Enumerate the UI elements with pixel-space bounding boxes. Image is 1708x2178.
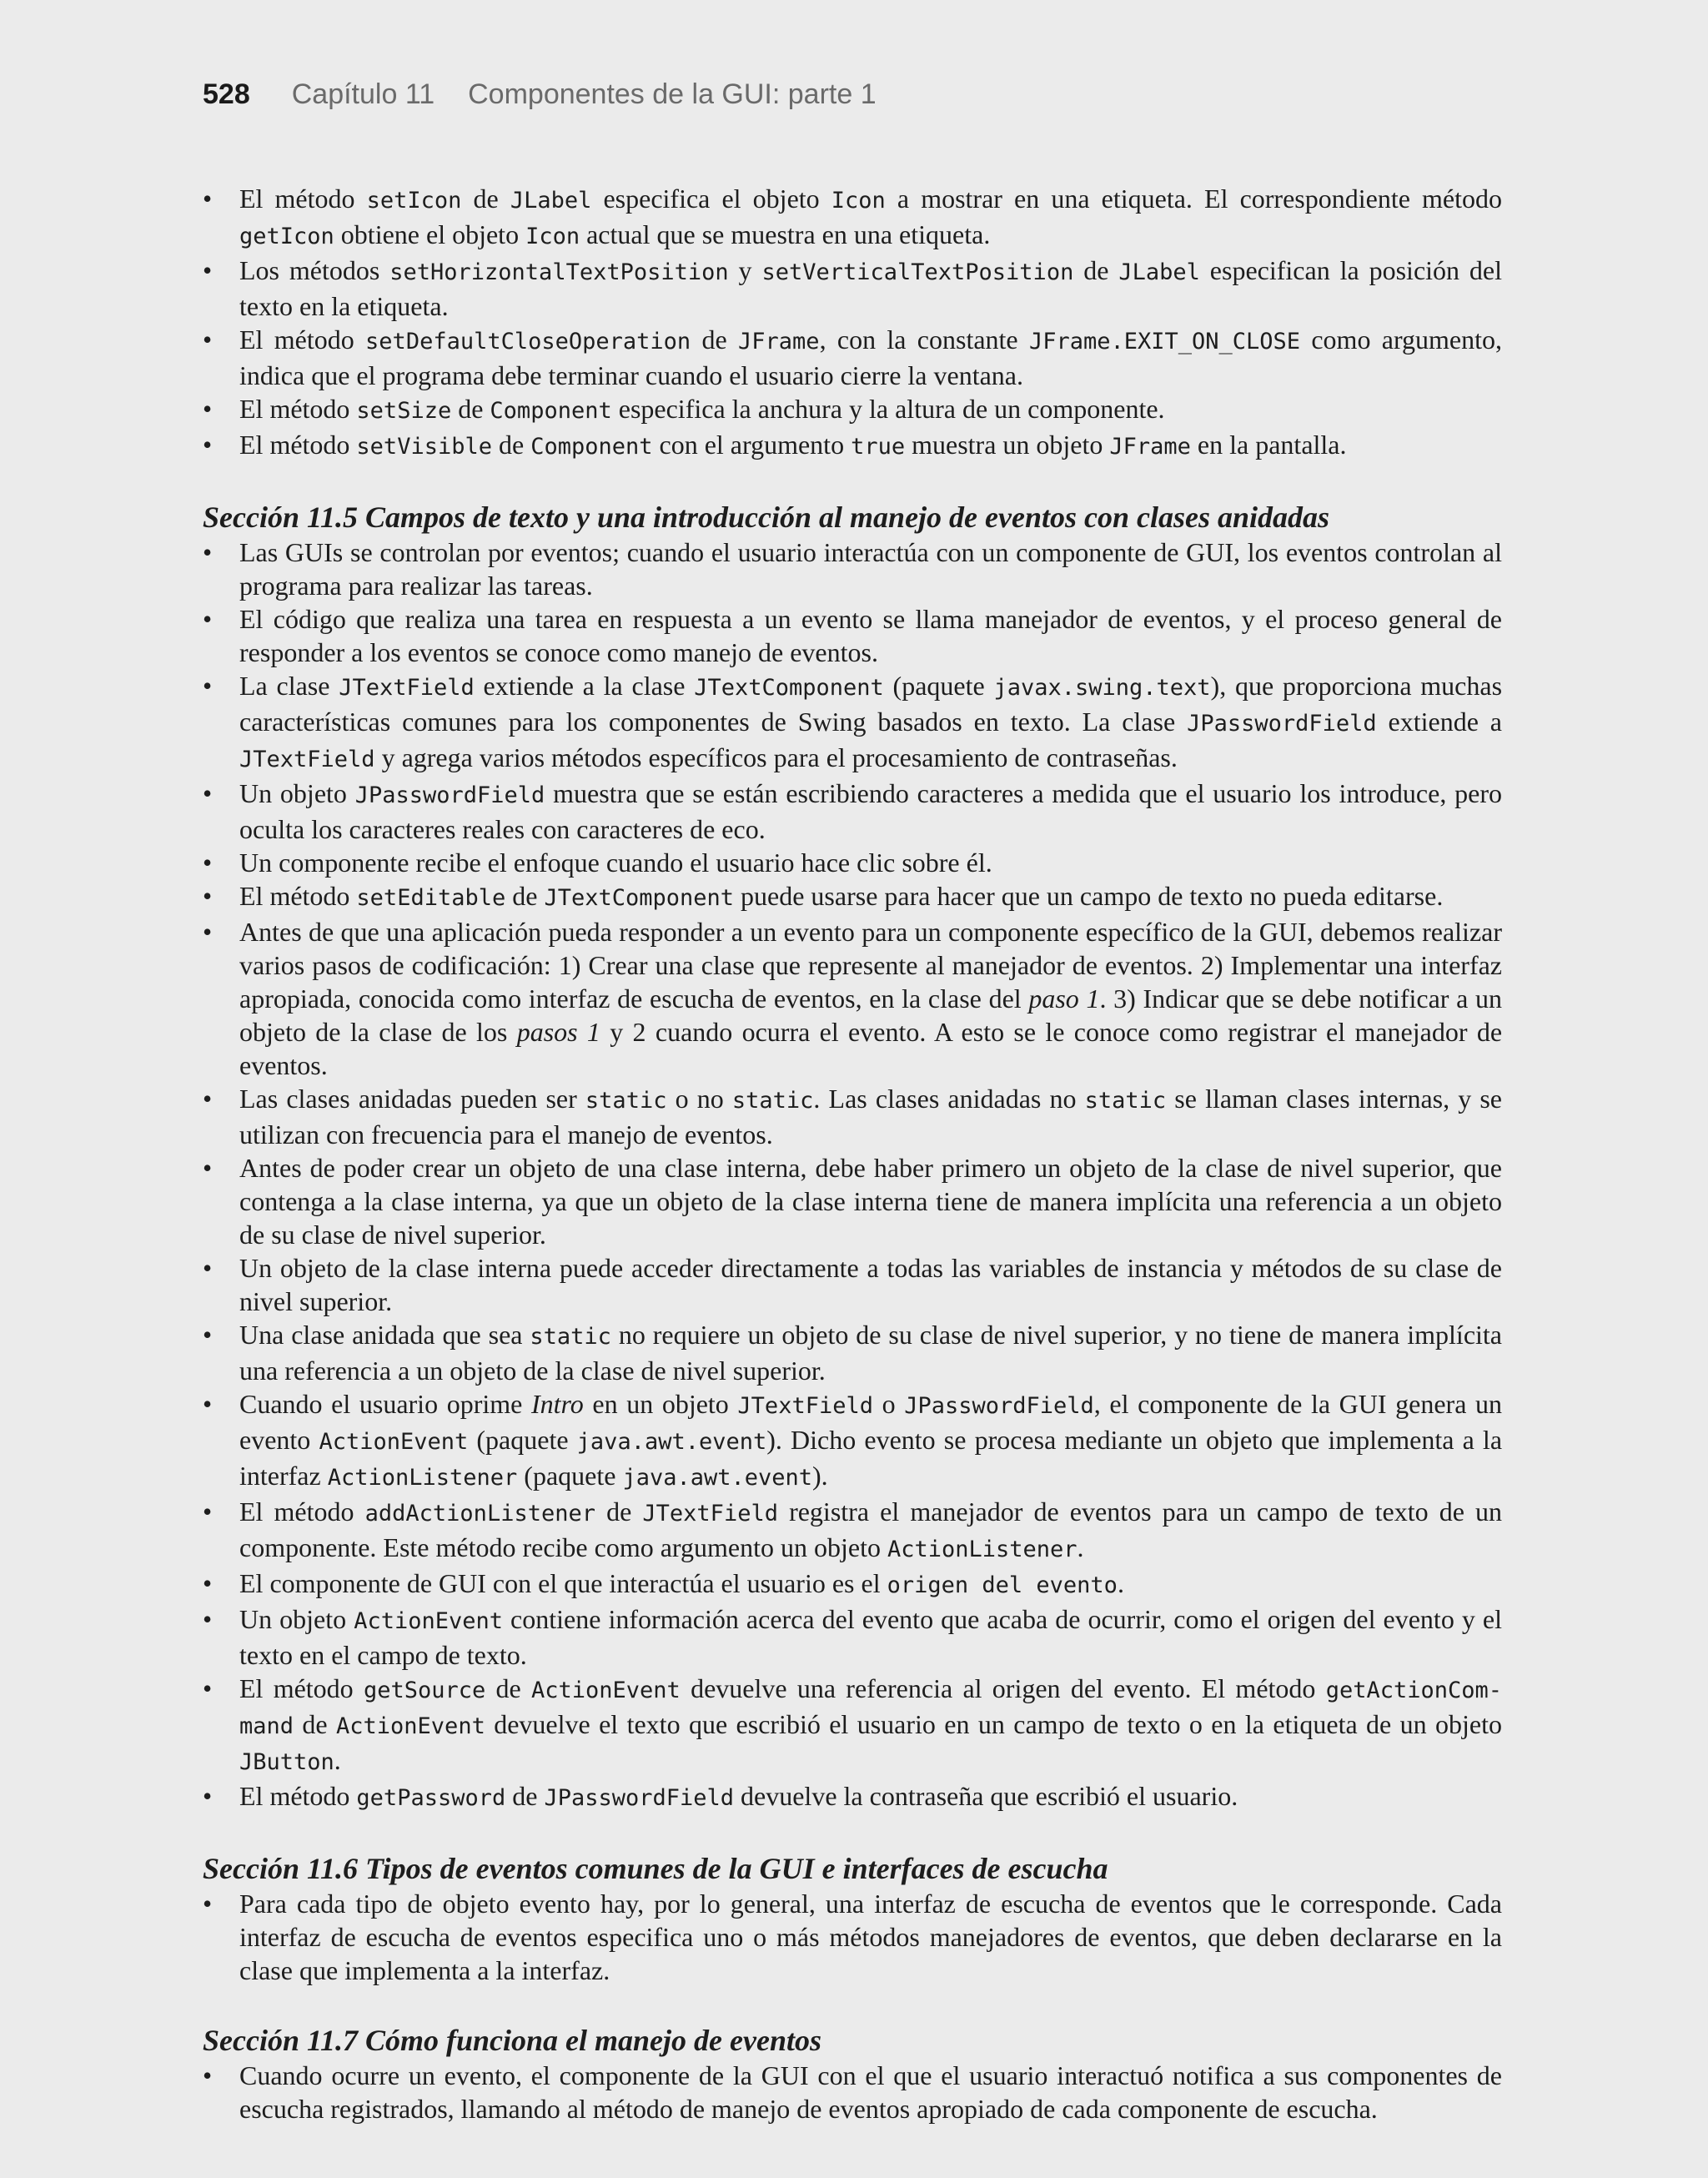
bullet-item: • El código que realiza una tarea en respuesta a un evento se llama manejador de eventos, y el proceso general de responder a los eventos se conoce como manejo de eventos. (203, 602, 1502, 669)
bullet-list (203, 2059, 1502, 2125)
bullet-item: • Las clases anidadas pueden ser static o no static. Las clases anidadas no static se llaman clases internas, y se utilizan con frecuencia para el manejo de eventos. (203, 1082, 1502, 1151)
chapter-title: Componentes de la GUI: parte 1 (468, 78, 877, 110)
bullet-item: • El método setEditable de JTextComponent puede usarse para hacer que un campo de texto no pueda editarse. (203, 879, 1502, 915)
page-number: 528 (203, 78, 250, 110)
bullet-item: • Las GUIs se controlan por eventos; cuando el usuario interactúa con un componente de GUI, los eventos controlan al programa para realizar las tareas. (203, 536, 1502, 602)
page-header (203, 78, 877, 120)
bullet-item: • Para cada tipo de objeto evento hay, por lo general, una interfaz de escucha de eventos que le corresponde. Cada interfaz de escucha de eventos especifica uno o más métodos manejadores de eventos, que deben declararse en la clase que implementa a la interfaz. (203, 1887, 1502, 1987)
bullet-item: • Un objeto JPasswordField muestra que se están escribiendo caracteres a medida que el usuario los introduce, pero oculta los caracteres reales con caracteres de eco. (203, 777, 1502, 846)
bullet-item: • El método setDefaultCloseOperation de JFrame, con la constante JFrame.EXIT_ON_CLOSE como argumento, indica que el programa debe terminar cuando el usuario cierre la ventana. (203, 323, 1502, 392)
section-0 (203, 182, 1502, 464)
bullet-item: • El método addActionListener de JTextField registra el manejador de eventos para un campo de texto de un componente. Este método recibe como argumento un objeto ActionListener. (203, 1495, 1502, 1567)
bullet-item: • El método getSource de ActionEvent devuelve una referencia al origen del evento. El método getActionCom-mand de ActionEvent devuelve el texto que escribió el usuario en un campo de texto o en la etiqueta de un objeto JButton. (203, 1672, 1502, 1779)
bullet-list (203, 1887, 1502, 1987)
bullet-item: • Cuando ocurre un evento, el componente de la GUI con el que el usuario interactuó notifica a sus componentes de escucha registrados, llamando al método de manejo de eventos apropiado de cada componente de escucha. (203, 2059, 1502, 2125)
section-2 (203, 1815, 1502, 1987)
chapter-label: Capítulo 11 (291, 78, 435, 110)
page-body (203, 182, 1502, 2125)
section-heading: Sección 11.7 Cómo funciona el manejo de eventos (203, 2024, 821, 2057)
bullet-item: • El componente de GUI con el que interactúa el usuario es el origen del evento. (203, 1567, 1502, 1602)
bullet-item: • Un componente recibe el enfoque cuando el usuario hace clic sobre él. (203, 846, 1502, 879)
bullet-item: • Antes de poder crear un objeto de una clase interna, debe haber primero un objeto de la clase de nivel superior, que contenga a la clase interna, ya que un objeto de la clase interna tiene de manera implícita una referencia a un objeto de su clase de nivel superior. (203, 1151, 1502, 1251)
section-3 (203, 1987, 1502, 2125)
bullet-item: • Antes de que una aplicación pueda responder a un evento para un componente específico de la GUI, debemos realizar varios pasos de codificación: 1) Crear una clase que represente al manejador de eventos. 2) Implementar una interfaz apropiada, conocida como interfaz de escucha de eventos, en la clase del paso 1. 3) Indicar que se debe notificar a un objeto de la clase de los pasos 1 y 2 cuando ocurra el evento. A esto se le conoce como registrar el manejador de eventos. (203, 915, 1502, 1082)
bullet-item: • La clase JTextField extiende a la clase JTextComponent (paquete javax.swing.text), que proporciona muchas características comunes para los componentes de Swing basados en texto. La clase JPasswordField extiende a JTextField y agrega varios métodos específicos para el procesamiento de contraseñas. (203, 669, 1502, 777)
bullet-item: • Un objeto ActionEvent contiene información acerca del evento que acaba de ocurrir, como el origen del evento y el texto en el campo de texto. (203, 1602, 1502, 1672)
bullet-list (203, 536, 1502, 1815)
section-heading: Sección 11.6 Tipos de eventos comunes de la GUI e interfaces de escucha (203, 1852, 1108, 1885)
bullet-item: • El método setSize de Component especifica la anchura y la altura de un componente. (203, 392, 1502, 428)
section-1 (203, 464, 1502, 1815)
section-heading: Sección 11.5 Campos de texto y una introducción al manejo de eventos con clases anidadas (203, 500, 1330, 534)
bullet-item: • Cuando el usuario oprime Intro en un objeto JTextField o JPasswordField, el componente de la GUI genera un evento ActionEvent (paquete java.awt.event). Dicho evento se procesa mediante un objeto que implementa a la interfaz ActionListener (paquete java.awt.event). (203, 1387, 1502, 1495)
bullet-item: • El método setIcon de JLabel especifica el objeto Icon a mostrar en una etiqueta. El correspondiente método getIcon obtiene el objeto Icon actual que se muestra en una etiqueta. (203, 182, 1502, 254)
bullet-list (203, 182, 1502, 464)
bullet-item: • Los métodos setHorizontalTextPosition y setVerticalTextPosition de JLabel especifican la posición del texto en la etiqueta. (203, 254, 1502, 323)
bullet-item: • El método setVisible de Component con el argumento true muestra un objeto JFrame en la pantalla. (203, 428, 1502, 464)
bullet-item: • El método getPassword de JPasswordField devuelve la contraseña que escribió el usuario. (203, 1779, 1502, 1815)
bullet-item: • Una clase anidada que sea static no requiere un objeto de su clase de nivel superior, y no tiene de manera implícita una referencia a un objeto de la clase de nivel superior. (203, 1318, 1502, 1387)
bullet-item: • Un objeto de la clase interna puede acceder directamente a todas las variables de instancia y métodos de su clase de nivel superior. (203, 1251, 1502, 1318)
